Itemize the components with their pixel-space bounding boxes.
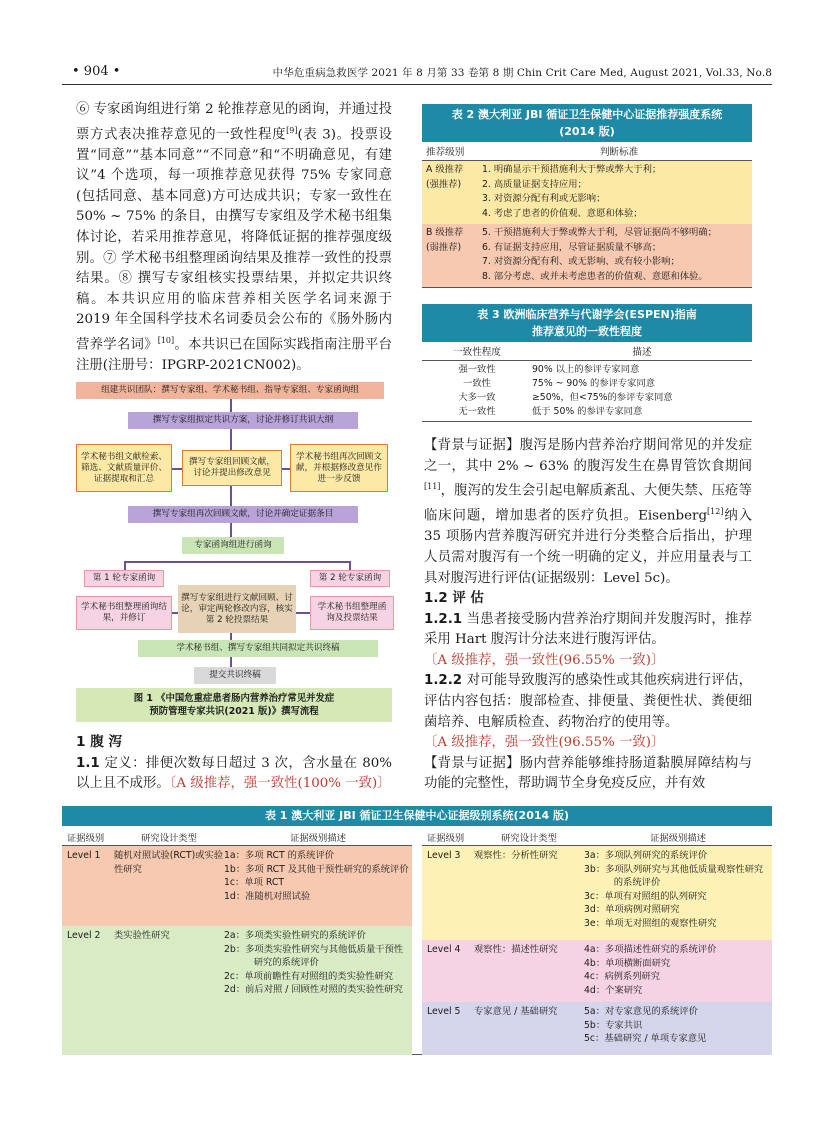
table-2-header: 推荐级别 判断标准 xyxy=(422,142,752,161)
flow-node-feedback: 学术秘书组再次回顾文献，并根据修改意见作进一步反馈 xyxy=(290,444,388,492)
table-3 xyxy=(422,304,752,422)
definition-paragraph: 1.1 定义：排便次数每日超过 3 次，含水量在 80% 以上且不成形。〔A 级推荐，强一致性(100% 一致)〕 xyxy=(76,755,392,792)
flow-node-verify: 撰写专家组进行文献回顾、讨论，审定两轮修改内容，核实第 2 轮投票结果 xyxy=(178,585,296,633)
figure-caption: 图 1 《中国危重症患者肠内营养治疗常见并发症 预防管理专家共识(2021 版)》撰写流程 xyxy=(76,688,392,722)
right-column-text xyxy=(424,436,752,795)
table-3-header: 一致性程度 描述 xyxy=(422,342,752,361)
flow-node-confirm: 撰写专家组再次回顾文献，讨论并确定证据条目 xyxy=(128,506,358,523)
table-row: 大多一致 ≥50%，但<75%的参评专家同意 xyxy=(458,392,673,403)
flow-node-round1: 第 1 轮专家函询 xyxy=(84,570,164,587)
methods-paragraph: ⑥ 专家函询组进行第 2 轮推荐意见的函询，并通过投票方式表决推荐意见的一致性程度[9](表 3)。投票设置“同意”“基本同意”“不同意”和“不明确意见，有建议”4 个选项，每一项推荐意见获得 75% 专家同意(包括同意、基本同意)方可达成共识；专家一致性在 50% ~ 75% 的条目，由撰写专家组及学术秘书组集体讨论，若采用推荐意见，将降低证据的推荐强度级别。⑦ 学术秘书组整理函询结果及推荐一致性的投票结果。⑧ 撰写专家组核实投票结果，并拟定共识终稿。本共识应用的临床营养相关医学名词来源于 2019 年全国科学技术名词委员会公布的《肠外肠内营养学名词》[10]。本共识已在国际实践指南注册平台注册(注册号：IPGRP-2021CN002)。 xyxy=(76,102,392,374)
background-evidence-2: 【背景与证据】肠内营养能够维持肠道黏膜屏障结构与功能的完整性，帮助调节全身免疫反应，并有效 xyxy=(424,755,752,792)
flow-arrow xyxy=(230,486,232,506)
table-1-right xyxy=(422,828,772,1055)
flow-arrow xyxy=(230,429,232,450)
journal-citation: 中华危重病急救医学 2021 年 8 月第 33 卷第 8 期 Chin Crit Care Med, August 2021, Vol.33, No.8 xyxy=(272,67,772,79)
flow-arrow xyxy=(124,561,126,570)
flow-node-submit: 提交共识终稿 xyxy=(194,667,276,684)
table-row: 一致性 75% ~ 90% 的参评专家同意 xyxy=(463,378,656,389)
section-title-diarrhea: 1 腹 泻 xyxy=(76,734,123,750)
table-row: 无一致性 低于 50% 的参评专家同意 xyxy=(458,406,643,417)
flow-node-team: 组建共识团队：撰写专家组、学术秘书组、指导专家组、专家函询组 xyxy=(76,382,384,399)
recommendation-grade: 〔A 级推荐，强一致性(100% 一致)〕 xyxy=(169,776,391,792)
table-1-title: 表 1 澳大利亚 JBI 循证卫生保健中心证据级别系统(2014 版) xyxy=(62,806,772,826)
table-row: Level 3 观察性：分析性研究 3a：多项队列研究的系统评价 3b：多项队列研究与其他低质量观察性研究的系统评价 3c：单项有对照组的队列研究 3d：单项病例对照研究 3e：单项无对照组的观察性研究 xyxy=(422,846,772,940)
flow-node-round2: 第 2 轮专家函询 xyxy=(310,570,390,587)
left-column-section1 xyxy=(76,732,392,795)
table-row: Level 5 专家意见 / 基础研究 5a：对专家意见的系统评价 5b：专家共识 5c：基础研究 / 单项专家意见 xyxy=(422,1002,772,1055)
table-row: 强一致性 90% 以上的参评专家同意 xyxy=(458,364,640,375)
flow-node-plan: 撰写专家组拟定共识方案，讨论并修订共识大纲 xyxy=(128,412,358,429)
table-1-left xyxy=(62,828,412,1055)
flow-arrow xyxy=(296,612,310,614)
flow-arrow xyxy=(230,399,232,412)
flow-arrow xyxy=(124,561,350,563)
table-row: Level 2 类实验性研究 2a：多项类实验性研究的系统评价 2b：多项类实验性研究与其他低质量干预性研究的系统评价 2c：单项前瞻性有对照组的类实验性研究 2d：前后对照 / 回顾性对照的类实验性研究 xyxy=(62,926,412,1055)
flow-node-draft: 学术秘书组、撰写专家组共同拟定共识终稿 xyxy=(138,640,378,657)
flow-node-review: 撰写专家组回顾文献，讨论并提出修改意见 xyxy=(182,450,282,486)
flowchart xyxy=(62,382,400,742)
table-1 xyxy=(62,806,772,1055)
flow-arrow xyxy=(282,468,290,470)
flow-node-tally: 学术秘书组整理函询及投票结果 xyxy=(310,596,394,630)
flow-arrow xyxy=(230,523,232,537)
table-2 xyxy=(422,104,752,288)
flow-arrow xyxy=(172,612,178,614)
table-2-group-b: B 级推荐 (弱推荐) 5. 干预措施利大于弊或弊大于利，尽管证据尚不够明确； 6. 有证据支持应用，尽管证据质量不够高； 7. 对资源分配有利、或无影响、或有较小影响； 8. 部分考虑、或并未考虑患者的价值观、意愿和体验。 xyxy=(422,224,752,288)
page-header xyxy=(62,62,772,85)
table-3-body xyxy=(422,361,752,422)
flow-arrow xyxy=(172,468,182,470)
table-2-group-a: A 级推荐 (强推荐) 1. 明确显示干预措施利大于弊或弊大于利； 2. 高质量证据支持应用； 3. 对资源分配有利或无影响； 4. 考虑了患者的价值观、意愿和体验； xyxy=(422,161,752,224)
table-3-title: 表 3 欧洲临床营养与代谢学会(ESPEN)指南 推荐意见的一致性程度 xyxy=(422,304,752,342)
recommendation-1-2-2: 1.2.2 对可能导致腹泻的感染性或其他疾病进行评估，评估内容包括：腹部检查、排便量、粪便性状、粪便细菌培养、电解质检查、药物治疗的使用等。 〔A 级推荐，强一致性(96.55% 一致)〕 xyxy=(424,673,752,751)
recommendation-1-2-1: 1.2.1 当患者接受肠内营养治疗期间并发腹泻时，推荐采用 Hart 腹泻计分法来进行腹泻评估。 〔A 级推荐，强一致性(96.55% 一致)〕 xyxy=(424,611,752,668)
flow-node-inquiry: 专家函询组进行函询 xyxy=(182,537,284,554)
table-row: Level 1 随机对照试验(RCT)或实验性研究 1a：多项 RCT 的系统评价 1b：多项 RCT 及其他干预性研究的系统评价 1c：单项 RCT 1d：准随机对照试验 xyxy=(62,846,412,926)
left-column-intro xyxy=(76,100,392,377)
page-number: • 904 • xyxy=(72,64,121,79)
section-title-assessment: 1.2 评 估 xyxy=(424,591,484,607)
table-1-header: 证据级别 研究设计类型 证据级别描述 xyxy=(62,828,412,846)
flow-node-revise: 学术秘书组整理函询结果，并修订 xyxy=(76,596,172,630)
recommendation-grade: 〔A 级推荐，强一致性(96.55% 一致)〕 xyxy=(424,652,665,668)
recommendation-grade: 〔A 级推荐，强一致性(96.55% 一致)〕 xyxy=(424,735,665,751)
table-row: Level 4 观察性：描述性研究 4a：多项描述性研究的系统评价 4b：单项横断面研究 4c：病例系列研究 4d：个案研究 xyxy=(422,940,772,1002)
background-evidence-1: 【背景与证据】腹泻是肠内营养治疗期间常见的并发症之一，其中 2% ~ 63% 的腹泻发生在鼻胃管饮食期间[11]，腹泻的发生会引起电解质紊乱、大便失禁、压疮等临床问题，增加患者的医疗负担。Eisenberg[12]纳入 35 项肠内营养腹泻研究并进行分类整合后指出，护理人员需对腹泻有一个统一明确的定义，并应用量表与工具对腹泻进行评估(证据级别：Level 5c)。 xyxy=(424,438,752,586)
flow-arrow xyxy=(230,633,232,640)
flow-arrow xyxy=(349,561,351,570)
flow-arrow xyxy=(230,657,232,667)
flow-node-search: 学术秘书组文献检索、筛选、文献质量评价、证据提取和汇总 xyxy=(76,444,172,492)
table-1-header: 证据级别 研究设计类型 证据级别描述 xyxy=(422,828,772,846)
table-2-title: 表 2 澳大利亚 JBI 循证卫生保健中心证据推荐强度系统 (2014 版) xyxy=(422,104,752,142)
